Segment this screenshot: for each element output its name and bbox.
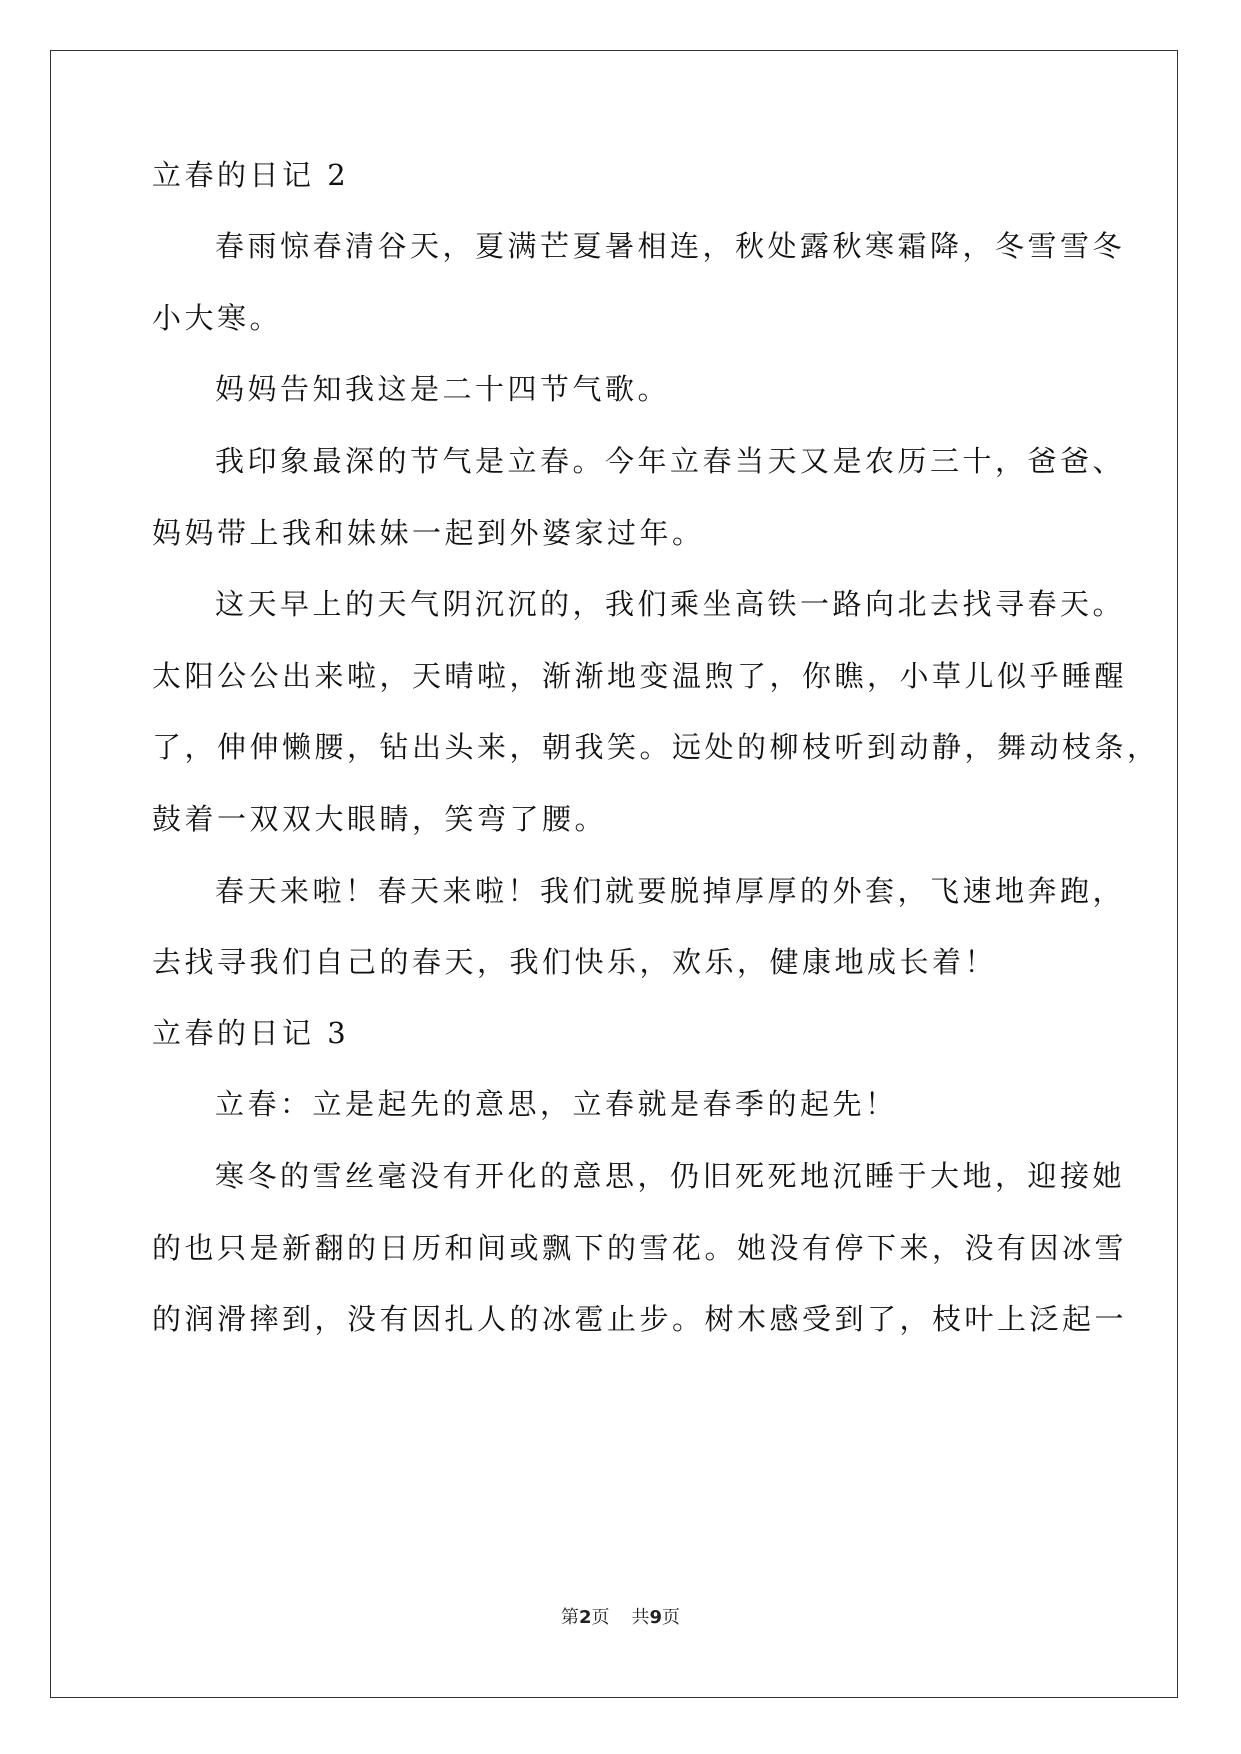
total-suffix: 页 (662, 1607, 681, 1628)
paragraph-line: 了，伸伸懒腰，钻出头来，朝我笑。远处的柳枝听到动静，舞动枝条， (152, 730, 1160, 764)
paragraph-line: 这天早上的天气阴沉沉的，我们乘坐高铁一路向北去找寻春天。 (215, 587, 1126, 621)
section-title: 立春的日记 2 (152, 158, 350, 192)
paragraph-line: 太阳公公出来啦，天晴啦，渐渐地变温煦了，你瞧，小草儿似乎睡醒 (152, 659, 1128, 693)
section-title: 立春的日记 3 (152, 1016, 350, 1050)
paragraph-line: 去找寻我们自己的春天，我们快乐，欢乐，健康地成长着！ (152, 945, 998, 979)
paragraph-line: 的也只是新翻的日历和间或飘下的雪花。她没有停下来，没有因冰雪 (152, 1231, 1128, 1265)
paragraph-line: 小大寒。 (152, 301, 283, 335)
page-suffix: 页 (591, 1607, 610, 1628)
total-pages: 9 (649, 1607, 663, 1628)
paragraph-line: 妈妈告知我这是二十四节气歌。 (215, 372, 671, 406)
paragraph-line: 寒冬的雪丝毫没有开化的意思，仍旧死死地沉睡于大地，迎接她 (215, 1159, 1126, 1193)
page-number: 2 (578, 1607, 592, 1628)
total-prefix: 共 (631, 1607, 650, 1628)
page-prefix: 第 (560, 1607, 579, 1628)
paragraph-line: 春雨惊春清谷天，夏满芒夏暑相连，秋处露秋寒霜降，冬雪雪冬 (215, 229, 1126, 263)
paragraph-line: 的润滑摔到，没有因扎人的冰雹止步。树木感受到了，枝叶上泛起一 (152, 1302, 1128, 1336)
paragraph-line: 春天来啦！春天来啦！我们就要脱掉厚厚的外套，飞速地奔跑， (215, 874, 1126, 908)
page-footer (0, 1606, 1241, 1630)
paragraph-line: 鼓着一双双大眼睛，笑弯了腰。 (152, 802, 608, 836)
paragraph-line: 立春：立是起先的意思，立春就是春季的起先！ (215, 1087, 898, 1121)
paragraph-line: 妈妈带上我和妹妹一起到外婆家过年。 (152, 516, 705, 550)
paragraph-line: 我印象最深的节气是立春。今年立春当天又是农历三十，爸爸、 (215, 444, 1126, 478)
